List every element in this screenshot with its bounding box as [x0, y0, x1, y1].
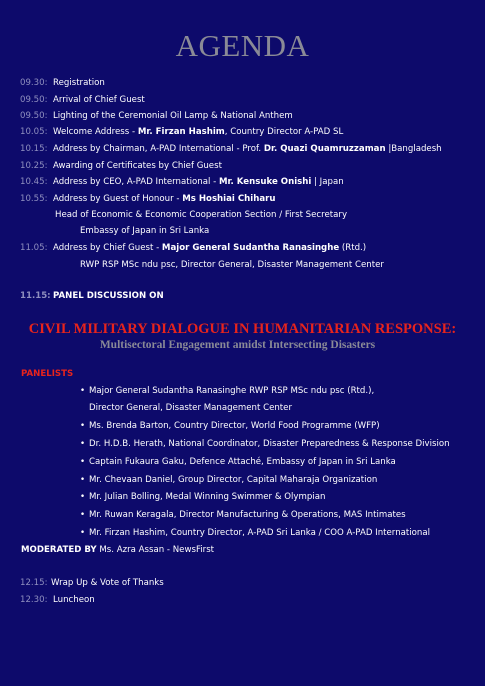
panelist-text: Mr. Ruwan Keragala, Director Manufacturing & Operations, MAS Intimates	[89, 510, 406, 520]
schedule-time: 11.05:	[20, 243, 48, 253]
panelist-text: Mr. Chevaan Daniel, Group Director, Capital Maharaja Organization	[89, 475, 378, 485]
panel-heading: CIVIL MILITARY DIALOGUE IN HUMANITARIAN RESPONSE:	[28, 321, 457, 337]
schedule-text: Wrap Up & Vote of Thanks	[51, 578, 164, 588]
bullet-icon: •	[80, 528, 86, 538]
schedule-text-post: , Country Director A-PAD SL	[224, 127, 344, 137]
schedule-text: Awarding of Certificates by Chief Guest	[53, 161, 222, 171]
bullet-icon: •	[80, 457, 86, 467]
panelist-text: Captain Fukaura Gaku, Defence Attaché, Embassy of Japan in Sri Lanka	[89, 457, 396, 467]
schedule-text	[53, 127, 343, 138]
panelist-text: Mr. Julian Bolling, Medal Winning Swimmer & Olympian	[89, 492, 326, 502]
speaker-name: Dr. Quazi Quamruzzaman	[263, 144, 386, 154]
schedule-text-pre: Address by Chief Guest -	[53, 243, 162, 253]
schedule-time: 10.45:	[20, 177, 48, 187]
panel-label: PANEL DISCUSSION ON	[53, 291, 164, 301]
speaker-name: Mr. Firzan Hashim	[137, 127, 225, 137]
panel-subheading: Multisectoral Engagement amidst Intersecting Disasters	[99, 339, 376, 351]
speaker-name: Mr. Kensuke Onishi	[218, 177, 312, 187]
schedule-text	[53, 243, 366, 254]
schedule-text-pre: Welcome Address -	[53, 127, 138, 137]
panelist-text: Major General Sudantha Ranasinghe RWP RSP MSc ndu psc (Rtd.),	[89, 386, 375, 396]
schedule-time: 12.30:	[20, 595, 48, 605]
schedule-text-post: (Rtd.)	[339, 243, 367, 253]
schedule-text-pre: Address by Guest of Honour -	[53, 194, 183, 204]
schedule-time: 12.15:	[20, 578, 48, 588]
schedule-time: 09.50:	[20, 111, 48, 121]
moderator-name: Ms. Azra Assan - NewsFirst	[96, 545, 215, 555]
bullet-icon: •	[80, 510, 86, 520]
panelist-continuation: Director General, Disaster Management Center	[89, 403, 292, 413]
schedule-text: Registration	[53, 78, 105, 88]
panelist-text: Ms. Brenda Barton, Country Director, World Food Programme (WFP)	[89, 421, 380, 431]
bullet-icon: •	[80, 421, 86, 431]
schedule-time: 10.25:	[20, 161, 48, 171]
panelist-text: Dr. H.D.B. Herath, National Coordinator, Disaster Preparedness & Response Division	[89, 439, 450, 449]
schedule-text: Arrival of Chief Guest	[53, 95, 145, 105]
schedule-text: Lighting of the Ceremonial Oil Lamp & National Anthem	[53, 111, 293, 121]
panelist-text: Mr. Firzan Hashim, Country Director, A-PAD Sri Lanka / COO A-PAD International	[89, 528, 431, 538]
schedule-text-pre: Address by CEO, A-PAD International -	[53, 177, 219, 187]
moderated-label: MODERATED BY	[21, 545, 97, 555]
schedule-text-post: | Japan	[311, 177, 344, 187]
guest-embassy-line: Embassy of Japan in Sri Lanka	[80, 226, 210, 236]
chief-guest-title-line: RWP RSP MSc ndu psc, Director General, Disaster Management Center	[80, 260, 384, 270]
schedule-text	[53, 144, 442, 155]
schedule-time: 10.55:	[20, 194, 48, 204]
schedule-time: 10.05:	[20, 127, 48, 137]
bullet-icon: •	[80, 386, 86, 396]
schedule-text	[53, 177, 344, 188]
guest-title-line: Head of Economic & Economic Cooperation Section / First Secretary	[55, 210, 348, 220]
schedule-text-pre: Address by Chairman, A-PAD International - Prof.	[53, 144, 264, 154]
speaker-name: Ms Hoshiai Chiharu	[182, 194, 276, 204]
panel-time: 11.15:	[20, 291, 51, 301]
schedule-text-post: |Bangladesh	[385, 144, 442, 154]
schedule-time: 10.15:	[20, 144, 48, 154]
page-title: AGENDA	[175, 28, 310, 63]
moderated-by	[21, 545, 214, 555]
bullet-icon: •	[80, 475, 86, 485]
schedule-text	[53, 194, 276, 205]
bullet-icon: •	[80, 492, 86, 502]
panelists-label: PANELISTS	[21, 369, 74, 379]
schedule-time: 09.30:	[20, 78, 48, 88]
schedule-text: Luncheon	[53, 595, 95, 605]
bullet-icon: •	[80, 439, 86, 449]
speaker-name: Major General Sudantha Ranasinghe	[161, 243, 340, 253]
schedule-time: 09.50:	[20, 95, 48, 105]
